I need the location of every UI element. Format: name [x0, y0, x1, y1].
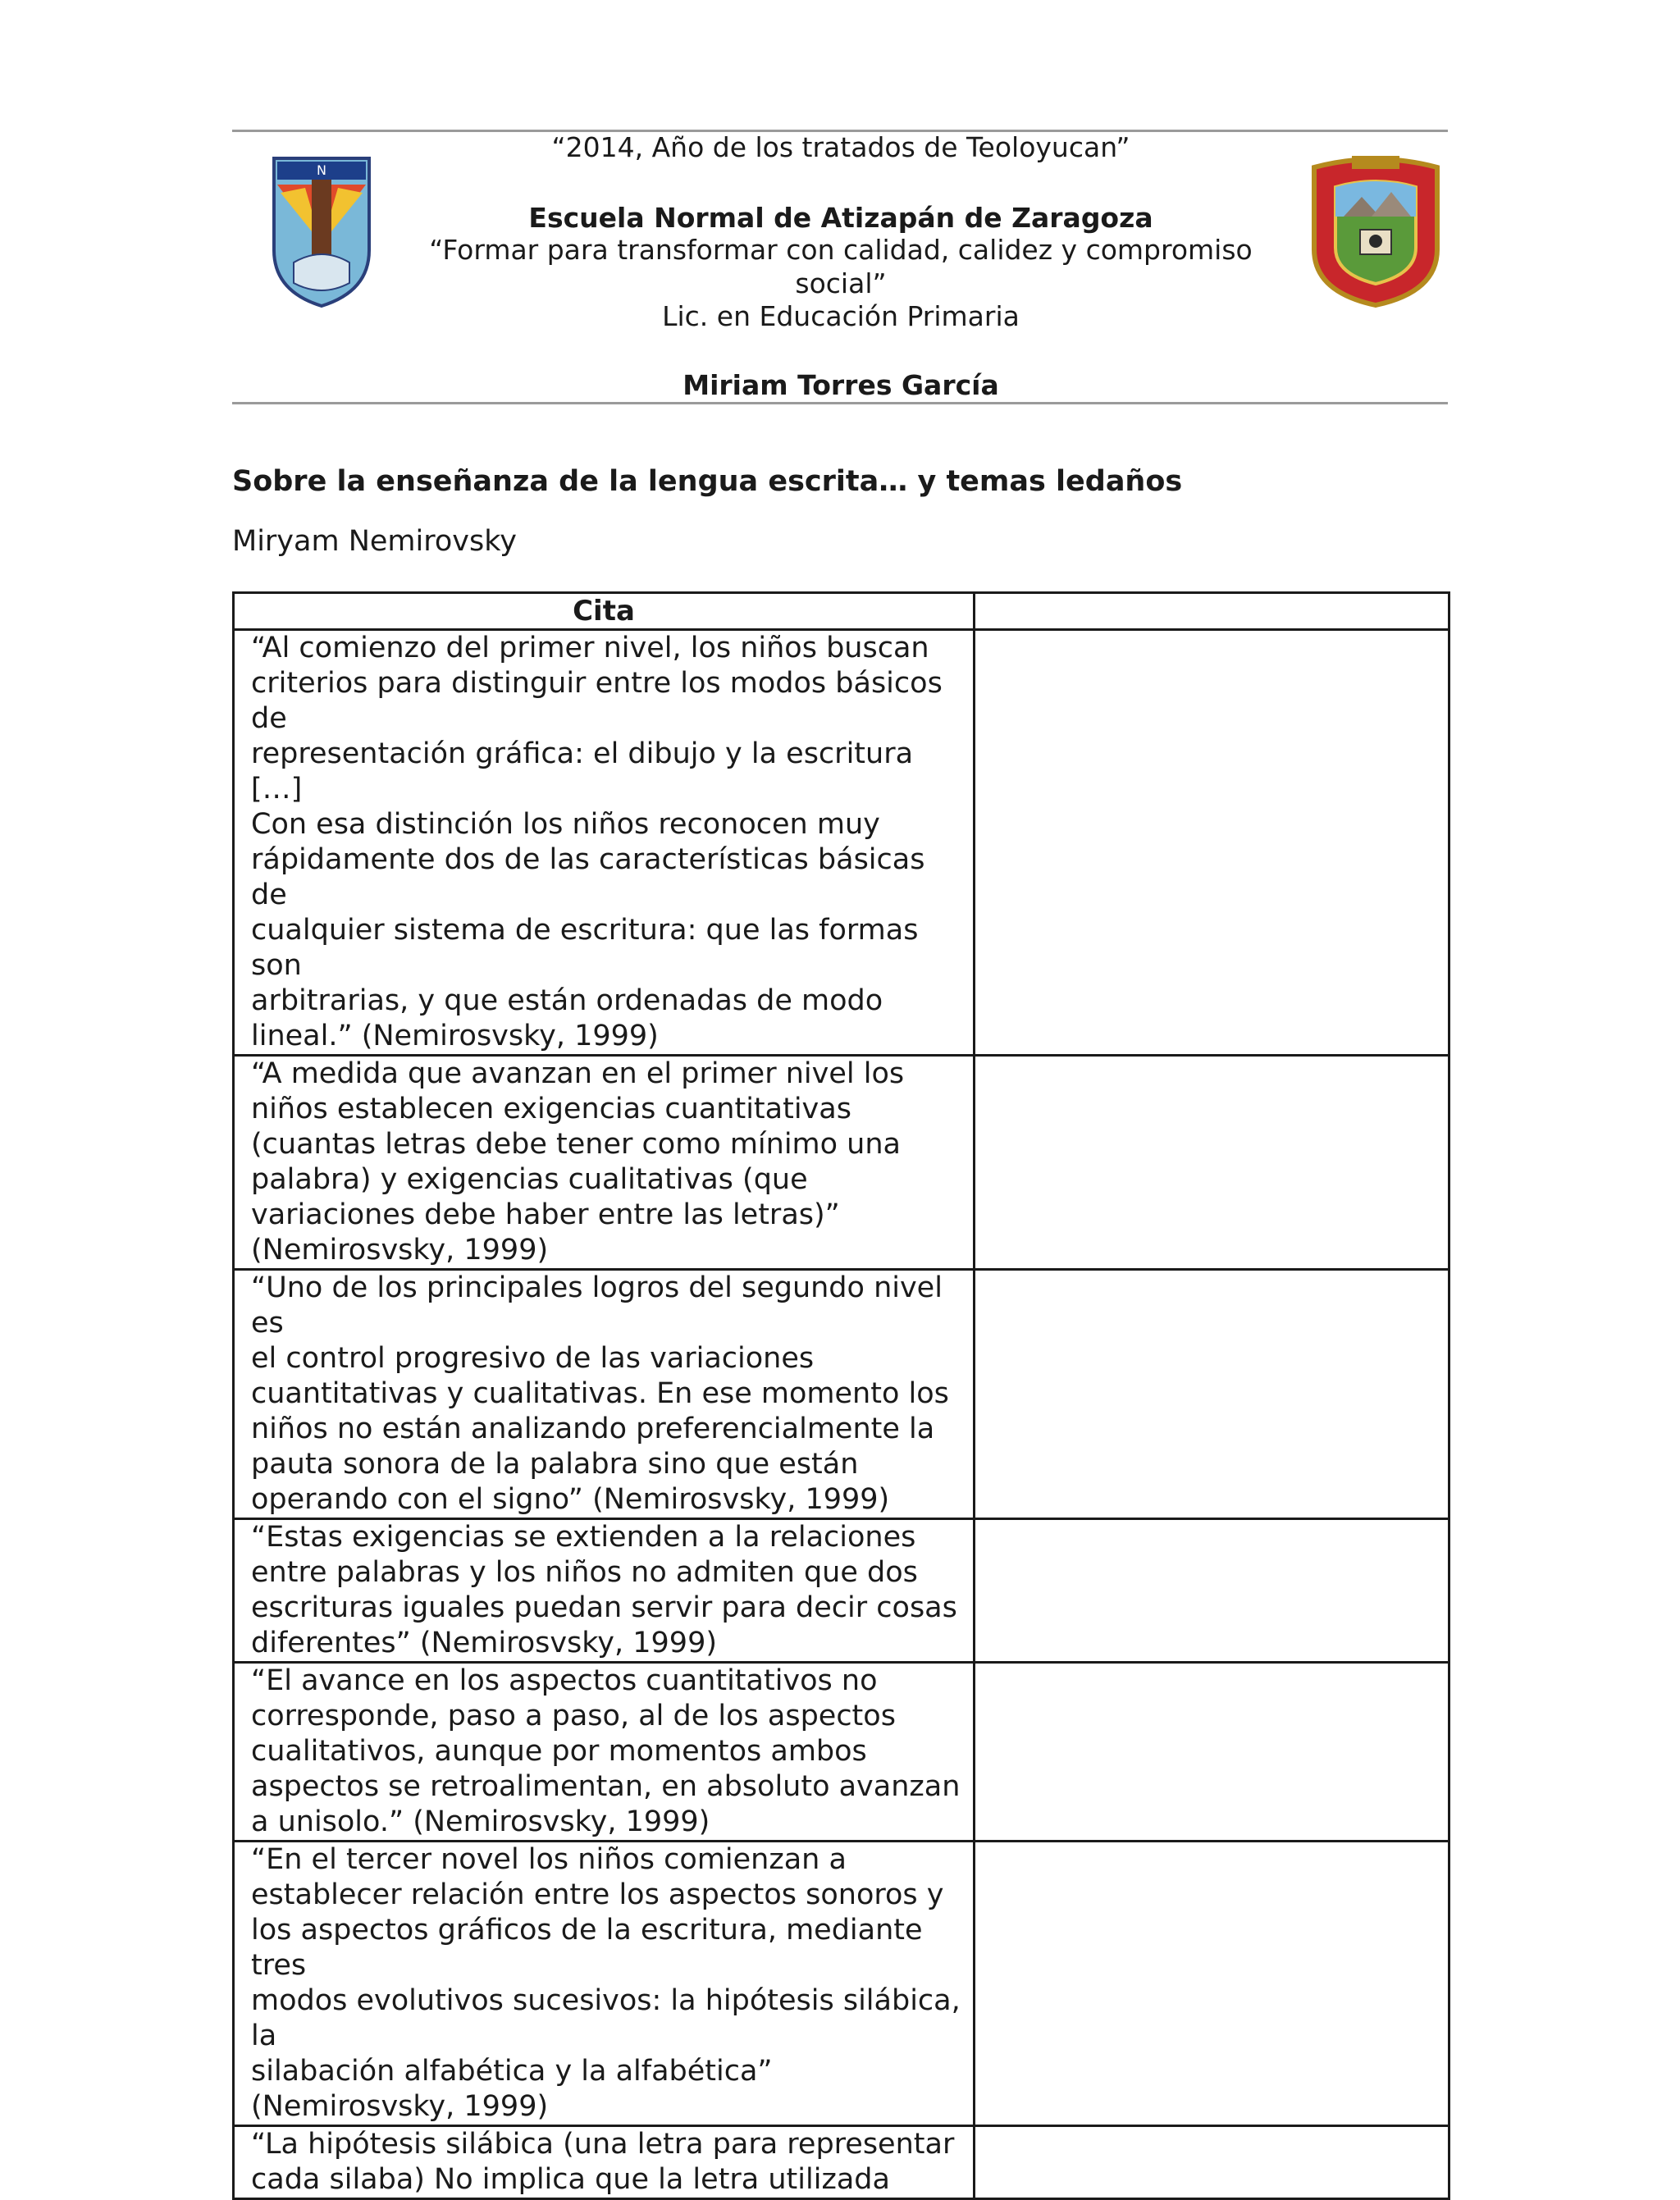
- quote-cell: [234, 1842, 975, 2126]
- quote-line: establecer relación entre los aspectos sonoros y: [251, 1878, 944, 1911]
- header-author: Miriam Torres García: [682, 369, 999, 401]
- notes-cell[interactable]: [975, 1842, 1449, 2126]
- table-row: [234, 1056, 1449, 1270]
- quote-line: cualquier sistema de escritura: que las formas son: [251, 914, 919, 982]
- quote-line: cuantitativas y cualitativas. En ese momento los: [251, 1377, 949, 1410]
- quote-line: “En el tercer novel los niños comienzan a: [251, 1843, 847, 1876]
- quote-line: modos evolutivos sucesivos: la hipótesis silábica, la: [251, 1984, 961, 2052]
- column-header-blank: [975, 593, 1449, 630]
- notes-cell[interactable]: [975, 1663, 1449, 1842]
- quote-line: a unisolo.” (Nemirosvsky, 1999): [251, 1805, 710, 1838]
- quote-line: criterios para distinguir entre los modos básicos de: [251, 667, 943, 735]
- quote-cell: [234, 630, 975, 1056]
- quote-line: variaciones debe haber entre las letras)”: [251, 1198, 840, 1231]
- quote-line: palabra) y exigencias cualitativas (que: [251, 1163, 808, 1196]
- quote-line: los aspectos gráficos de la escritura, mediante tres: [251, 1914, 923, 1982]
- table-row: [234, 1270, 1449, 1519]
- header-motto-line1: “Formar para transformar con calidad, calidez y compromiso: [429, 234, 1253, 266]
- quotes-table: [232, 591, 1450, 2200]
- document-title: Sobre la enseñanza de la lengua escrita… y temas ledaños: [232, 465, 1183, 498]
- header-bottom-rule: [232, 402, 1448, 404]
- quote-line: lineal.” (Nemirosvsky, 1999): [251, 1020, 659, 1052]
- table-header-row: [234, 593, 1449, 630]
- header-degree: Lic. en Educación Primaria: [662, 300, 1020, 332]
- quote-line: aspectos se retroalimentan, en absoluto avanzan: [251, 1770, 961, 1803]
- quote-line: Con esa distinción los niños reconocen muy: [251, 808, 880, 841]
- notes-cell[interactable]: [975, 2126, 1449, 2199]
- quote-line: “Al comienzo del primer nivel, los niños buscan: [251, 632, 929, 664]
- column-header-cita: Cita: [234, 593, 975, 630]
- table-body: [234, 630, 1449, 2199]
- quote-line: “A medida que avanzan en el primer nivel los: [251, 1057, 905, 1090]
- svg-text:N: N: [317, 162, 326, 178]
- quote-line: cualitativos, aunque por momentos ambos: [251, 1735, 867, 1768]
- quote-cell: [234, 1056, 975, 1270]
- quote-line: operando con el signo” (Nemirosvsky, 1999): [251, 1483, 890, 1516]
- school-crest-logo: [269, 152, 374, 309]
- quote-line: arbitrarias, y que están ordenadas de modo: [251, 984, 883, 1017]
- quote-cell: [234, 1270, 975, 1519]
- table-row: [234, 1663, 1449, 1842]
- document-source-author: Miryam Nemirovsky: [232, 525, 517, 558]
- quote-line: “Estas exigencias se extienden a la relaciones: [251, 1521, 916, 1554]
- quote-cell: [234, 1519, 975, 1663]
- quote-line: escrituras iguales puedan servir para decir cosas: [251, 1591, 957, 1624]
- quote-line: corresponde, paso a paso, al de los aspectos: [251, 1700, 896, 1732]
- quote-line: pauta sonora de la palabra sino que están: [251, 1448, 859, 1481]
- quote-line: silabación alfabética y la alfabética”: [251, 2055, 773, 2088]
- table-row: [234, 2126, 1449, 2199]
- notes-cell[interactable]: [975, 630, 1449, 1056]
- table-row: [234, 1842, 1449, 2126]
- table-row: [234, 630, 1449, 1056]
- quote-cell: [234, 2126, 975, 2199]
- notes-cell[interactable]: [975, 1270, 1449, 1519]
- quote-line: entre palabras y los niños no admiten que dos: [251, 1556, 918, 1589]
- quote-line: (cuantas letras debe tener como mínimo una: [251, 1128, 901, 1161]
- quote-line: el control progresivo de las variaciones: [251, 1342, 815, 1375]
- table-row: [234, 1519, 1449, 1663]
- quote-line: niños no están analizando preferencialmente la: [251, 1413, 935, 1445]
- state-coat-of-arms-logo: [1303, 151, 1449, 308]
- quote-line: “Uno de los principales logros del segundo nivel es: [251, 1271, 943, 1340]
- quote-line: representación gráfica: el dibujo y la escritura […]: [251, 737, 914, 806]
- quote-line: “El avance en los aspectos cuantitativos no: [251, 1664, 878, 1697]
- header-motto: [410, 233, 1271, 300]
- quote-line: “La hipótesis silábica (una letra para representar: [251, 2128, 955, 2161]
- quote-line: (Nemirosvsky, 1999): [251, 1234, 549, 1267]
- quote-line: (Nemirosvsky, 1999): [251, 2090, 549, 2123]
- header-year-motto: “2014, Año de los tratados de Teoloyucan”: [551, 131, 1130, 163]
- quote-line: niños establecen exigencias cuantitativas: [251, 1093, 851, 1125]
- quote-line: cada silaba) No implica que la letra utilizada: [251, 2163, 890, 2196]
- header-motto-line2: social”: [795, 267, 887, 299]
- quote-line: rápidamente dos de las características básicas de: [251, 843, 925, 911]
- notes-cell[interactable]: [975, 1519, 1449, 1663]
- header-school-name: Escuela Normal de Atizapán de Zaragoza: [528, 202, 1153, 234]
- quote-cell: [234, 1663, 975, 1842]
- quote-line: diferentes” (Nemirosvsky, 1999): [251, 1627, 717, 1659]
- notes-cell[interactable]: [975, 1056, 1449, 1270]
